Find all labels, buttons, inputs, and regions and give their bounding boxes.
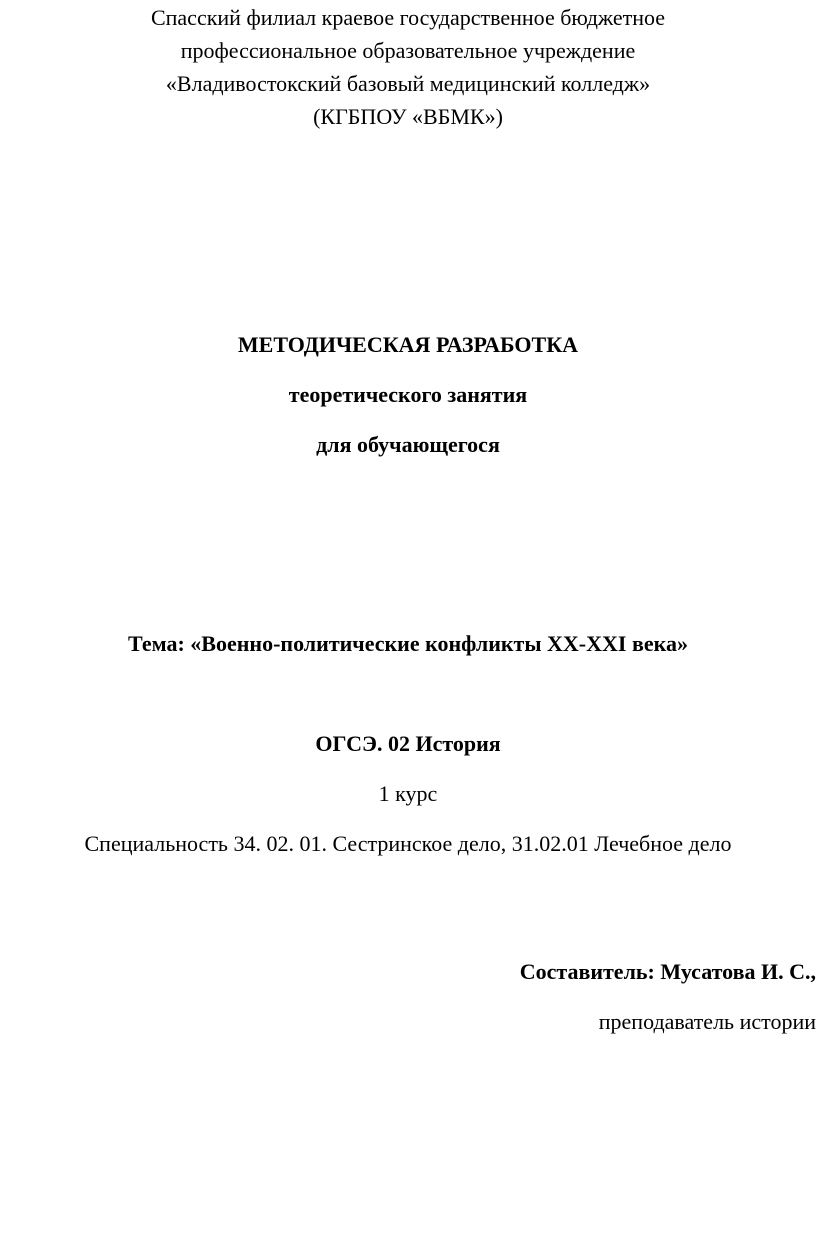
institution-line-2: профессиональное образовательное учреждение [180,38,636,63]
institution-line-1: Спасский филиал краевое государственное бюджетное [150,5,666,30]
lesson-topic: Тема: «Военно-политические конфликты XX-XXI века» [128,631,688,656]
author-name: Составитель: Мусатова И. С., [519,959,816,984]
document-subtitle-1: теоретического занятия [288,382,528,407]
document-title: МЕТОДИЧЕСКАЯ РАЗРАБОТКА [237,332,579,357]
discipline-name: ОГСЭ. 02 История [315,731,501,756]
specialty-line: Специальность 34. 02. 01. Сестринское дело, 31.02.01 Лечебное дело [84,831,732,856]
course-number: 1 курс [378,781,438,806]
document-subtitle-2: для обучающегося [316,432,500,457]
author-position: преподаватель истории [598,1009,816,1034]
institution-line-3: «Владивостокский базовый медицинский колледж» [165,71,651,96]
institution-abbreviation: (КГБПОУ «ВБМК») [313,104,503,129]
